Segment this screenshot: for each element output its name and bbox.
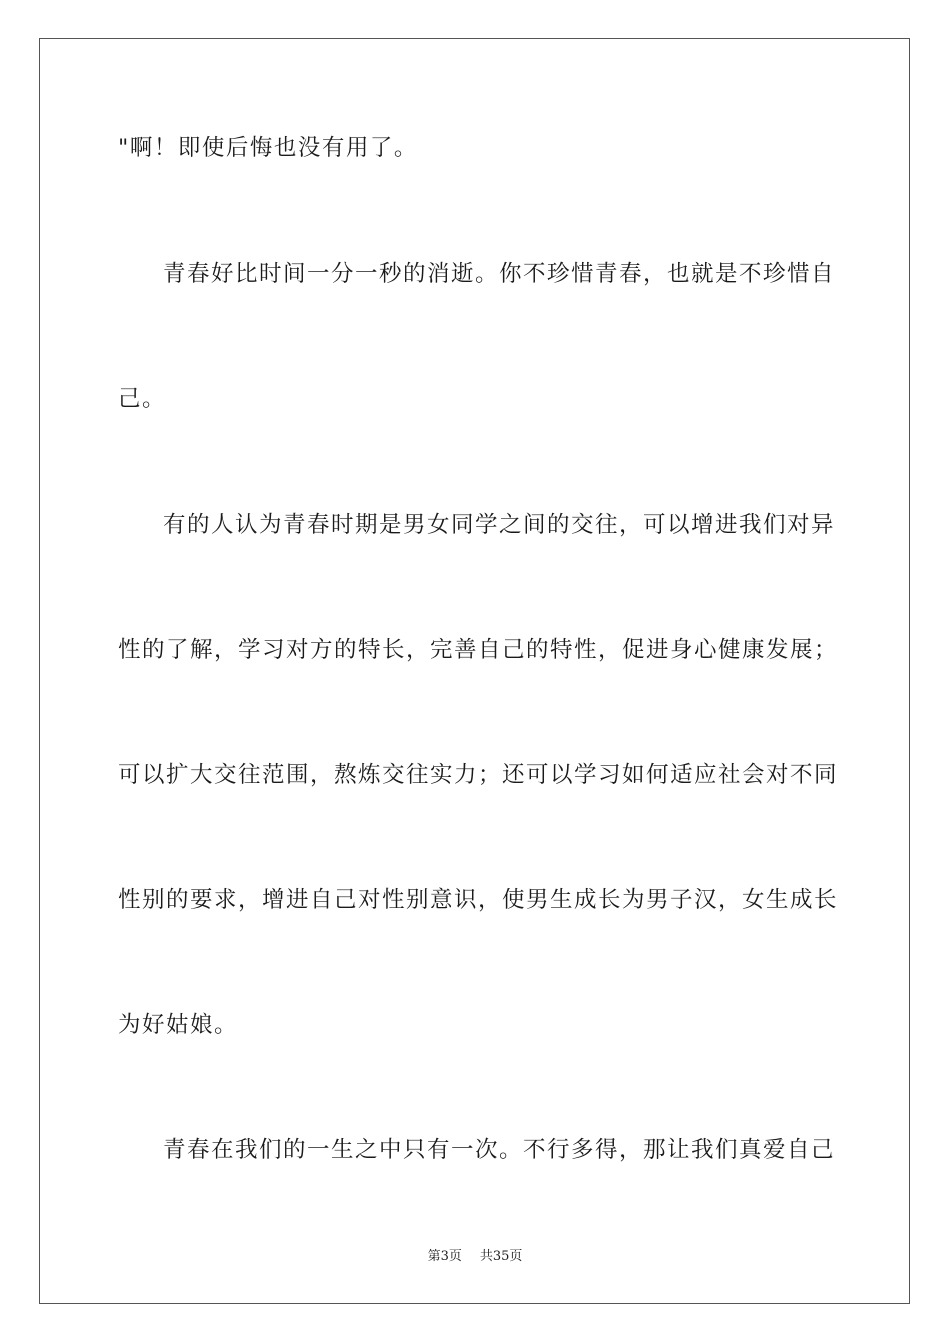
text-line-7: 性别的要求，增进自己对性别意识，使男生成长为男子汉，女生成长	[118, 887, 838, 913]
text-line-6: 可以扩大交往范围，熬炼交往实力；还可以学习如何适应社会对不同	[118, 762, 838, 788]
text-line-9: 青春在我们的一生之中只有一次。不行多得，那让我们真爱自己	[163, 1137, 836, 1163]
page-total: 共35页	[479, 1249, 523, 1264]
text-line-2: 青春好比时间一分一秒的消逝。你不珍惜青春，也就是不珍惜自	[163, 261, 836, 287]
text-line-5: 性的了解，学习对方的特长，完善自己的特性，促进身心健康发展；	[118, 637, 838, 663]
page-number: 第3页	[427, 1249, 462, 1264]
text-line-3: 己。	[118, 386, 167, 412]
text-line-1: "啊！即使后悔也没有用了。	[118, 135, 418, 161]
text-line-8: 为好姑娘。	[118, 1012, 239, 1038]
page-footer	[0, 1248, 950, 1266]
text-line-4: 有的人认为青春时期是男女同学之间的交往，可以增进我们对异	[163, 512, 836, 538]
page-border	[39, 38, 910, 1304]
